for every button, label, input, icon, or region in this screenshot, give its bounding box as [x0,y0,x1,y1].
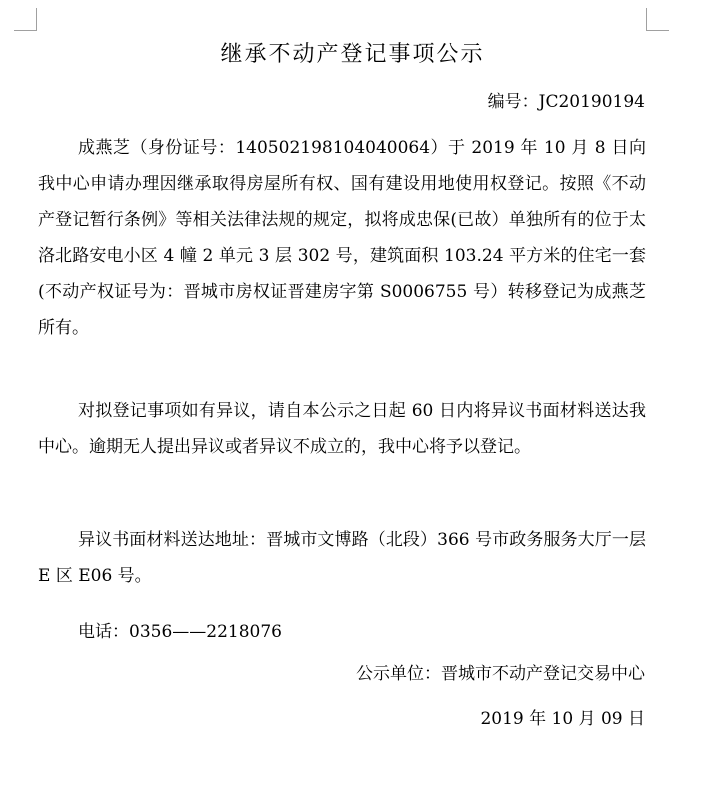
issue-date: 2019 年 10 月 09 日 [480,709,645,729]
issuer-value: 晋城市不动产登记交易中心 [441,664,645,684]
paragraph-address: 异议书面材料送达地址：晋城市文博路（北段）366 号市政务服务大厅一层 E 区 E06 号。 [38,530,646,586]
page-title: 继承不动产登记事项公示 [220,42,485,67]
document-number-label: 编号： [487,92,539,112]
paragraph-objection: 对拟登记事项如有异议，请自本公示之日起 60 日内将异议书面材料送达我中心。逾期无人提出异议或者异议不成立的，我中心将予以登记。 [38,401,646,457]
page-margin-corner-top-right [646,8,669,31]
document-number-value: JC20190194 [538,92,645,112]
document-number [488,90,645,114]
issuer-label: 公示单位： [356,664,441,684]
paragraph-application: 成燕芝（身份证号：140502198104040064）于 2019 年 10 月 8 日向我中心申请办理因继承取得房屋所有权、国有建设用地使用权登记。按照《不动产登记暂行条例》等相关法律法规的规定，拟将成忠保(已故）单独所有的位于太洛北路安电小区 4 幢 2 单元 3 层 302 号，建筑面积 103.24 平方米的住宅一套(不动产权证号为：晋城市房权证晋建房字第 S0006755 号）转移登记为成燕芝所有。 [38,138,646,338]
phone-value: 0356——2218076 [129,622,282,642]
issuer-line [356,660,645,688]
page-margin-corner-top-left [14,8,37,31]
phone-line [78,618,282,646]
phone-label: 电话： [78,622,129,642]
